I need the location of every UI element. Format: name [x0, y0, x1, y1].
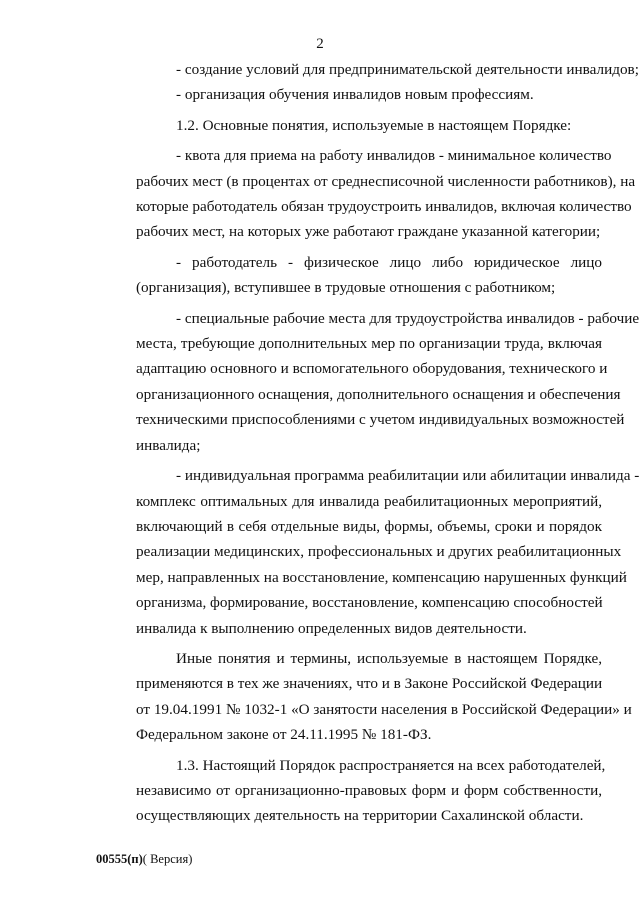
text-line: - создание условий для предпринимательской деятельности инвалидов; — [176, 61, 639, 78]
text-line: которые работодатель обязан трудоустроить инвалидов, включая количество — [136, 198, 632, 216]
paragraph-bullet-entrepreneurship — [96, 57, 639, 82]
text-line: - специальные рабочие места для трудоустройства инвалидов - рабочие — [176, 309, 640, 327]
text-line: инвалида к выполнению определенных видов деятельности. — [136, 619, 527, 637]
document-version: ( Версия) — [142, 852, 193, 866]
definition-quota — [96, 143, 636, 245]
text-line: адаптацию основного и вспомогательного оборудования, технического и — [136, 360, 608, 378]
document-body — [96, 57, 640, 829]
definition-rehabilitation-program — [96, 463, 640, 641]
document-footer — [96, 852, 192, 867]
text-line: включающий в себя отдельные виды, формы, объемы, сроки и порядок — [136, 517, 602, 535]
text-line: осуществляющих деятельность на территории Сахалинской области. — [136, 807, 584, 825]
text-line: - индивидуальная программа реабилитации или абилитации инвалида - — [176, 467, 640, 485]
definition-employer — [96, 250, 602, 301]
paragraph-bullet-training — [96, 82, 602, 107]
text-line: - организация обучения инвалидов новым профессиям. — [176, 86, 534, 104]
text-line: (организация), вступившее в трудовые отношения с работником; — [136, 279, 556, 297]
text-line: организма, формирование, восстановление, компенсацию способностей — [136, 594, 603, 612]
text-line: места, требующие дополнительных мер по организации труда, включая — [136, 335, 602, 353]
section-heading-1-2 — [96, 113, 602, 138]
text-line: рабочих мест (в процентах от среднесписочной численности работников), на — [136, 172, 636, 190]
text-line: независимо от организационно-правовых форм и форм собственности, — [136, 781, 602, 799]
text-line: реализации медицинских, профессиональных и других реабилитационных — [136, 543, 622, 561]
text-line: рабочих мест, на которых уже работают граждане указанной категории; — [136, 223, 601, 241]
text-line: Федеральном законе от 24.11.1995 № 181-ФЗ. — [136, 726, 432, 744]
text-line: - работодатель - физическое лицо либо юридическое лицо — [176, 253, 602, 271]
text-line: мер, направленных на восстановление, компенсацию нарушенных функций — [136, 568, 627, 586]
page-number: 2 — [316, 36, 324, 52]
text-line: - квота для приема на работу инвалидов - минимальное количество — [176, 147, 612, 165]
text-line: комплекс оптимальных для инвалида реабилитационных мероприятий, — [136, 492, 602, 510]
text-line: 1.2. Основные понятия, используемые в настоящем Порядке: — [176, 116, 572, 134]
text-line: 1.3. Настоящий Порядок распространяется на всех работодателей, — [176, 756, 606, 774]
text-line: Иные понятия и термины, используемые в настоящем Порядке, — [176, 649, 602, 667]
text-line: инвалида; — [136, 436, 201, 454]
text-line: от 19.04.1991 № 1032-1 «О занятости населения в Российской Федерации» и — [136, 700, 632, 718]
text-line: организационного оснащения, дополнительного оснащения и обеспечения — [136, 385, 621, 403]
section-1-3 — [96, 753, 606, 829]
document-code: 00555(п) — [96, 852, 143, 866]
paragraph-other-terms — [96, 646, 632, 748]
text-line: применяются в тех же значениях, что и в Законе Российской Федерации — [136, 675, 603, 693]
text-line: техническими приспособлениями с учетом индивидуальных возможностей — [136, 411, 625, 429]
definition-special-workplaces — [96, 306, 640, 458]
